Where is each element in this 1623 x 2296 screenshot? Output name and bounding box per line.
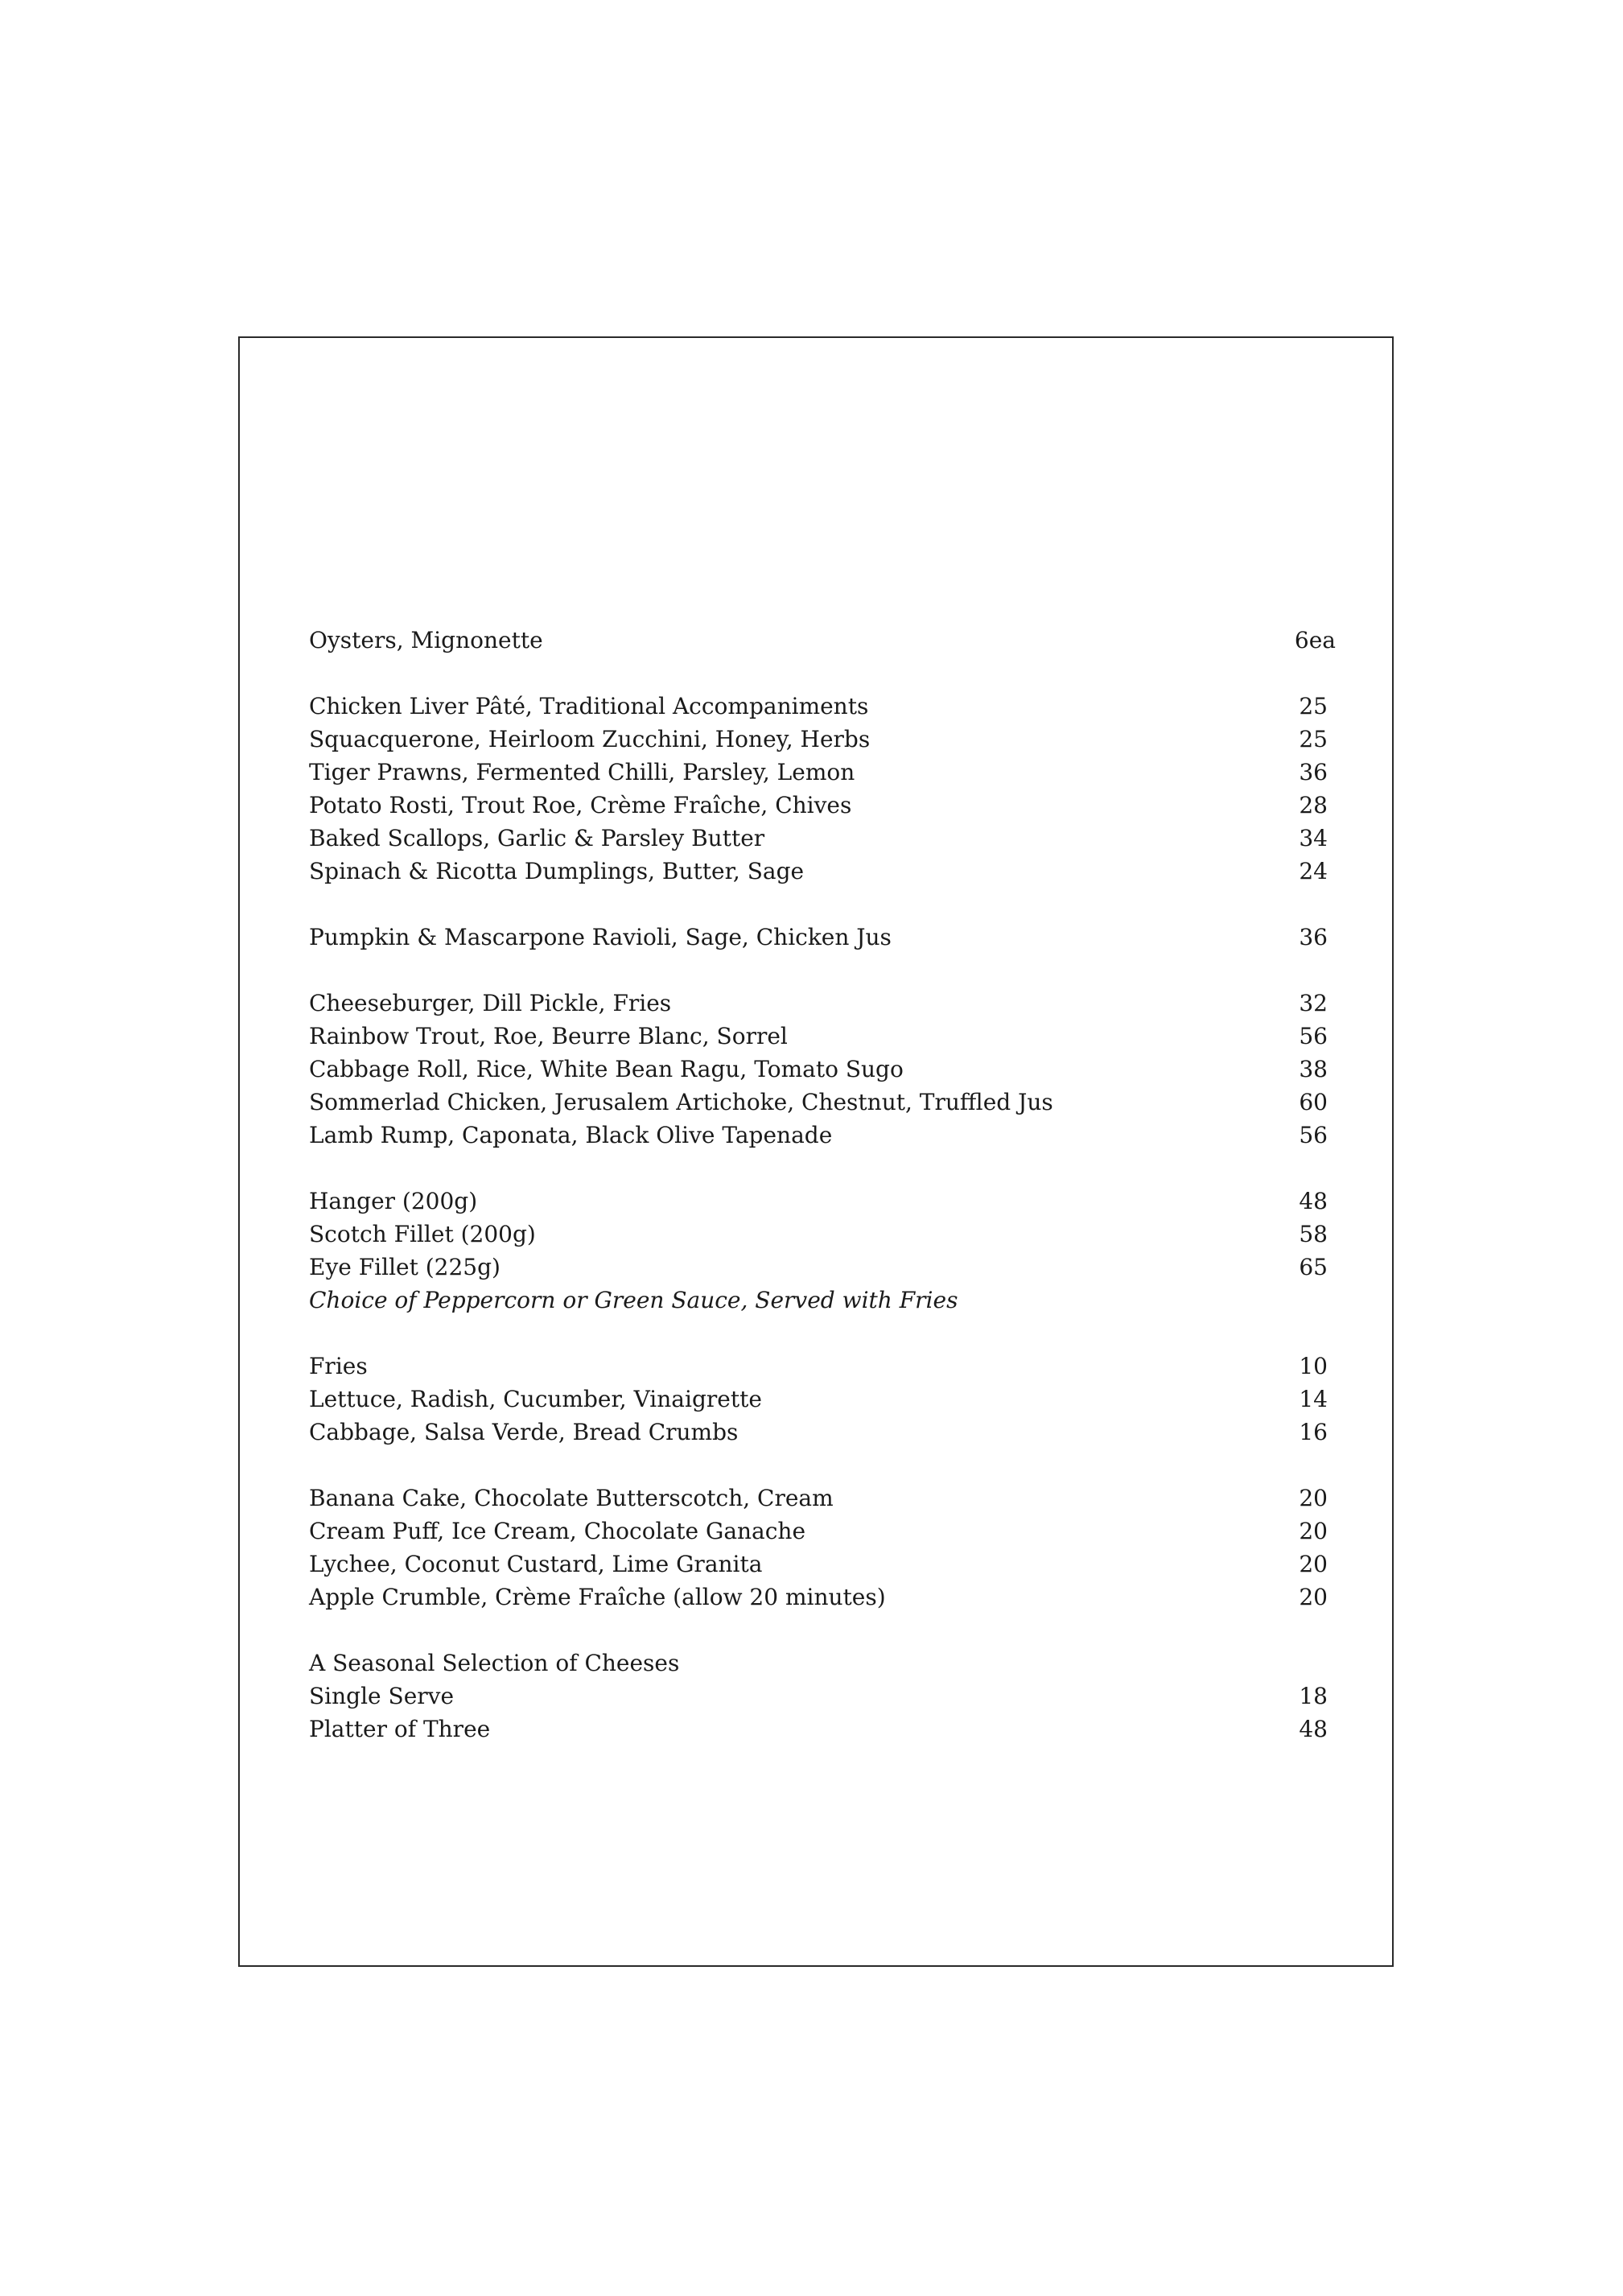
menu-item (309, 1515, 1336, 1548)
menu-item-name: Eye Fillet (225g) (309, 1254, 500, 1280)
menu-item-name: Spinach & Ricotta Dumplings, Butter, Sage (309, 858, 805, 884)
menu-item-price: 58 (1299, 1221, 1328, 1247)
menu-item (309, 1416, 1336, 1449)
menu-item-name: Tiger Prawns, Fermented Chilli, Parsley, Lemon (309, 759, 855, 785)
menu-item-name: Potato Rosti, Trout Roe, Crème Fraîche, Chives (309, 792, 852, 818)
menu-item (309, 789, 1336, 822)
menu-item-price: 6ea (1294, 627, 1336, 653)
menu-section (309, 1185, 1336, 1317)
menu-item (309, 756, 1336, 789)
menu-item-name: Cabbage, Salsa Verde, Bread Crumbs (309, 1419, 739, 1445)
menu-section (309, 624, 1336, 657)
menu-item-name: Lettuce, Radish, Cucumber, Vinaigrette (309, 1386, 762, 1412)
menu-item-name: Rainbow Trout, Roe, Beurre Blanc, Sorrel (309, 1023, 788, 1049)
menu-item-price: 20 (1299, 1551, 1328, 1577)
menu-item-name: Lamb Rump, Caponata, Black Olive Tapenade (309, 1122, 833, 1148)
menu-section (309, 987, 1336, 1152)
menu-item (309, 1053, 1336, 1086)
menu-item-price: 32 (1299, 990, 1328, 1016)
menu-item-price: 56 (1299, 1023, 1328, 1049)
menu-item-price: 25 (1299, 726, 1328, 752)
menu-item (309, 1185, 1336, 1218)
menu-item-name: Single Serve (309, 1683, 455, 1709)
menu-item (309, 690, 1336, 723)
menu-item-name: Baked Scallops, Garlic & Parsley Butter (309, 825, 765, 851)
menu-section (309, 1647, 1336, 1746)
menu-item-price: 14 (1299, 1386, 1328, 1412)
menu-item-name: Sommerlad Chicken, Jerusalem Artichoke, Chestnut, Truffled Jus (309, 1089, 1053, 1115)
menu-item (309, 1680, 1336, 1713)
menu-item-price: 60 (1299, 1089, 1328, 1115)
menu-item-name: Squacquerone, Heirloom Zucchini, Honey, Herbs (309, 726, 871, 752)
section-heading: A Seasonal Selection of Cheeses (309, 1650, 680, 1676)
menu-item-name: Cheeseburger, Dill Pickle, Fries (309, 990, 672, 1016)
menu-item-price: 25 (1299, 693, 1328, 719)
menu-item (309, 1482, 1336, 1515)
menu-item-name: Scotch Fillet (200g) (309, 1221, 536, 1247)
menu-item-name: Cream Puff, Ice Cream, Chocolate Ganache (309, 1518, 806, 1544)
menu-item-price: 28 (1299, 792, 1328, 818)
menu-item-price: 65 (1299, 1254, 1328, 1280)
menu-item (309, 1713, 1336, 1746)
menu-item-price: 20 (1299, 1485, 1328, 1511)
menu-section (309, 1482, 1336, 1614)
menu-item-price: 16 (1299, 1419, 1328, 1445)
menu-item (309, 1251, 1336, 1284)
menu-item-price: 20 (1299, 1518, 1328, 1544)
menu-item-price: 18 (1299, 1683, 1328, 1709)
menu-item-name: Banana Cake, Chocolate Butterscotch, Cream (309, 1485, 834, 1511)
menu-item-price: 36 (1299, 759, 1328, 785)
menu-item-price: 34 (1299, 825, 1328, 851)
menu-item-price: 38 (1299, 1056, 1328, 1082)
menu-item-name: Cabbage Roll, Rice, White Bean Ragu, Tomato Sugo (309, 1056, 904, 1082)
menu-item (309, 1548, 1336, 1581)
menu-list (309, 624, 1336, 1779)
menu-item-price: 48 (1299, 1716, 1328, 1742)
menu-item-price: 48 (1299, 1188, 1328, 1214)
menu-item (309, 987, 1336, 1020)
menu-item-price: 20 (1299, 1584, 1328, 1610)
menu-item (309, 855, 1336, 888)
menu-item-price: 56 (1299, 1122, 1328, 1148)
menu-item (309, 1350, 1336, 1383)
menu-section (309, 1350, 1336, 1449)
menu-item-name: Fries (309, 1353, 368, 1379)
menu-item (309, 624, 1336, 657)
menu-section (309, 921, 1336, 954)
menu-item-name: Hanger (200g) (309, 1188, 478, 1214)
menu-item-price: 24 (1299, 858, 1328, 884)
menu-item-name: Chicken Liver Pâté, Traditional Accompaniments (309, 693, 869, 719)
menu-section (309, 690, 1336, 888)
menu-item-name: Pumpkin & Mascarpone Ravioli, Sage, Chicken Jus (309, 924, 892, 950)
menu-item (309, 921, 1336, 954)
menu-item-name: Platter of Three (309, 1716, 491, 1742)
menu-item (309, 1383, 1336, 1416)
menu-item-price: 10 (1299, 1353, 1328, 1379)
menu-item-name: Lychee, Coconut Custard, Lime Granita (309, 1551, 763, 1577)
menu-item (309, 1020, 1336, 1053)
section-note: Choice of Peppercorn or Green Sauce, Served with Fries (309, 1287, 958, 1313)
menu-item-name: Apple Crumble, Crème Fraîche (allow 20 minutes) (309, 1584, 886, 1610)
menu-item (309, 1581, 1336, 1614)
menu-item-price: 36 (1299, 924, 1328, 950)
menu-item (309, 1086, 1336, 1119)
menu-item-name: Oysters, Mignonette (309, 627, 543, 653)
menu-item (309, 822, 1336, 855)
menu-item (309, 1119, 1336, 1152)
menu-item (309, 723, 1336, 756)
menu-item (309, 1218, 1336, 1251)
